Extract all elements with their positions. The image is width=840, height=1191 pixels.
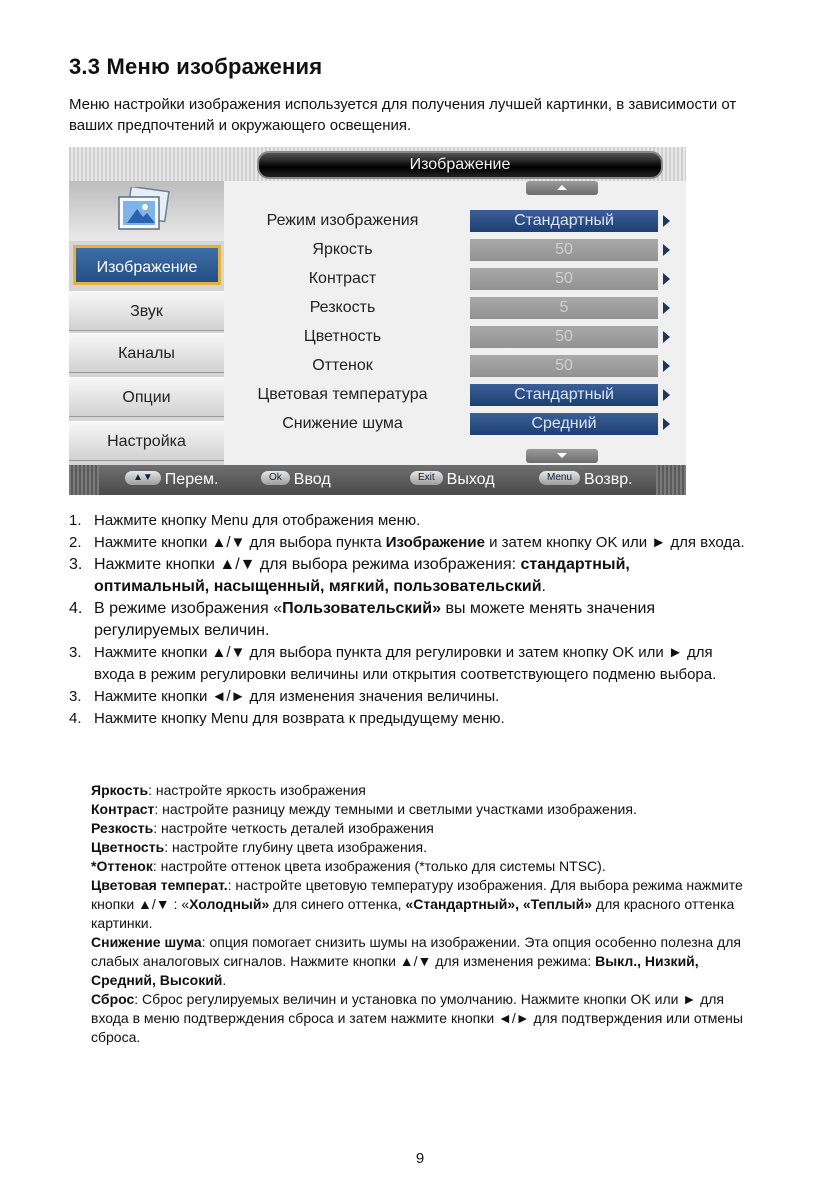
right-arrow-icon — [663, 244, 670, 256]
setting-value: Средний — [470, 413, 658, 435]
right-arrow-icon — [663, 331, 670, 343]
tv-hint-bar — [69, 465, 686, 495]
sidebar-item-channels[interactable]: Каналы — [69, 333, 224, 373]
grip-left — [69, 465, 99, 495]
definition-item: Яркость: настройте яркость изображения — [91, 782, 366, 798]
tv-menu-title: Изображение — [257, 151, 663, 179]
definition-item: Цветность: настройте глубину цвета изображения. — [91, 839, 427, 855]
definition-item: Резкость: настройте четкость деталей изображения — [91, 820, 434, 836]
menu-key-icon: Menu — [539, 471, 580, 485]
setting-value: 50 — [470, 355, 658, 377]
step-item: 3. Нажмите кнопки ▲/▼ для выбора режима изображения: стандартный, оптимальный, насыщенный, мягкий, пользовательский. — [69, 556, 630, 595]
picture-category-tile — [69, 181, 224, 241]
setting-value: Стандартный — [470, 210, 658, 232]
hint-enter: Ok Ввод — [261, 465, 331, 495]
sidebar-item-setup[interactable]: Настройка — [69, 421, 224, 461]
sidebar-item-picture[interactable]: Изображение — [73, 245, 221, 285]
scroll-up-button[interactable] — [526, 181, 598, 195]
setting-row[interactable] — [224, 296, 686, 320]
definition-item: Контраст: настройте разницу между темными и светлыми участками изображения. — [91, 801, 637, 817]
down-arrow-icon — [557, 453, 567, 458]
sidebar-item-options[interactable]: Опции — [69, 377, 224, 417]
definitions-list — [91, 781, 751, 1047]
page-heading: 3.3 Меню изображения — [69, 54, 323, 79]
step-item: 3. Нажмите кнопки ▲/▼ для выбора пункта для регулировки и затем кнопку OK или ► для входа в режим регулировки величины или открытия соответствующего подменю выбора. — [69, 644, 717, 683]
navigate-key-icon: ▲▼ — [125, 471, 161, 485]
picture-icon — [115, 187, 173, 233]
setting-row[interactable] — [224, 267, 686, 291]
intro-paragraph: Меню настройки изображения используется для получения лучшей картинки, в зависимости от ваших предпочтений и окружающего освещения. — [69, 96, 737, 134]
definition-item: Цветовая температ.: настройте цветовую температуру изображения. Для выбора режима нажмите кнопки ▲/▼ : «Холодный» для синего оттенка, «Стандартный», «Теплый» для красного оттенка картинки. — [91, 877, 743, 931]
instruction-steps — [69, 510, 749, 730]
setting-row[interactable] — [224, 383, 686, 407]
right-arrow-icon — [663, 418, 670, 430]
right-arrow-icon — [663, 273, 670, 285]
page-number: 9 — [415, 1150, 425, 1167]
hint-navigate: ▲▼ Перем. — [125, 465, 218, 495]
step-item: 2. Нажмите кнопки ▲/▼ для выбора пункта Изображение и затем кнопку OK или ► для входа. — [69, 534, 745, 551]
step-item: 4. В режиме изображения «Пользовательский» вы можете менять значения регулируемых величин. — [69, 600, 656, 639]
tv-menu-screenshot — [69, 147, 686, 495]
step-item: 4. Нажмите кнопку Menu для возврата к предыдущему меню. — [69, 710, 505, 727]
definition-item: Сброс: Сброс регулируемых величин и установка по умолчанию. Нажмите кнопки OK или ► для входа в меню подтверждения сброса и затем нажмите кнопки ◄/► для подтверждения или отмены сброса. — [91, 991, 743, 1045]
hint-exit: Exit Выход — [410, 465, 495, 495]
grip-right — [656, 465, 686, 495]
sidebar-item-sound[interactable]: Звук — [69, 291, 224, 331]
up-arrow-icon — [557, 185, 567, 190]
step-item: 3. Нажмите кнопки ◄/► для изменения значения величины. — [69, 688, 500, 705]
setting-row[interactable] — [224, 238, 686, 262]
right-arrow-icon — [663, 389, 670, 401]
setting-row[interactable] — [224, 354, 686, 378]
setting-row[interactable] — [224, 325, 686, 349]
ok-key-icon: Ok — [261, 471, 290, 485]
setting-label: Режим изображения — [266, 212, 419, 229]
setting-label: Снижение шума — [282, 415, 403, 432]
definition-item: *Оттенок: настройте оттенок цвета изображения (*только для системы NTSC). — [91, 858, 606, 874]
right-arrow-icon — [663, 215, 670, 227]
setting-row[interactable] — [224, 412, 686, 436]
setting-label: Резкость — [309, 299, 376, 316]
step-item: 1. Нажмите кнопку Menu для отображения меню. — [69, 512, 421, 529]
setting-label: Контраст — [308, 270, 377, 287]
setting-value: 50 — [470, 268, 658, 290]
definition-item: Снижение шума: опция помогает снизить шумы на изображении. Эта опция особенно полезна для слабых аналоговых сигналов. Нажмите кнопки ▲/▼ для изменения режима: Выкл., Низкий, Средний, Высокий. — [91, 934, 741, 988]
setting-row[interactable] — [224, 209, 686, 233]
right-arrow-icon — [663, 302, 670, 314]
setting-value: Стандартный — [470, 384, 658, 406]
setting-value: 5 — [470, 297, 658, 319]
setting-label: Яркость — [312, 241, 373, 258]
setting-label: Цветность — [303, 328, 382, 345]
tv-sidebar — [69, 181, 224, 465]
tv-settings-panel — [224, 181, 686, 465]
setting-value: 50 — [470, 239, 658, 261]
setting-label: Оттенок — [312, 357, 373, 374]
setting-label: Цветовая температура — [257, 386, 428, 403]
right-arrow-icon — [663, 360, 670, 372]
hint-back: Menu Возвр. — [539, 465, 633, 495]
exit-key-icon: Exit — [410, 471, 443, 485]
setting-value: 50 — [470, 326, 658, 348]
scroll-down-button[interactable] — [526, 449, 598, 463]
